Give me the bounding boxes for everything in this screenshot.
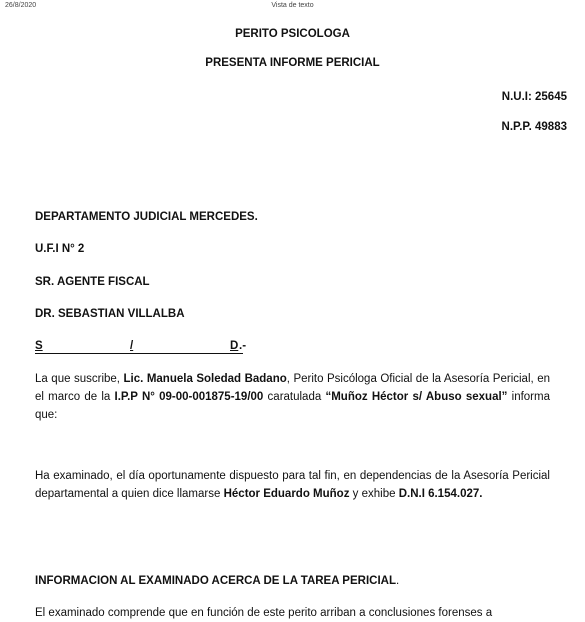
nui-number: N.U.I: 25645 (501, 91, 567, 103)
case-title: “Muñoz Héctor s/ Abuso sexual” (325, 391, 508, 403)
npp-number: N.P.P. 49883 (501, 121, 567, 133)
salutation-tail: .- (239, 340, 247, 352)
psychologist-name: Lic. Manuela Soledad Badano (123, 373, 287, 385)
examination-paragraph: Ha examinado, el día oportunamente dispuesto para tal fin, en dependencias de la Asesoría Pericial departamental a quien dice llamarse Héctor Eduardo Muñoz y exhibe D.N.I 6.154.027. (35, 470, 550, 500)
cut-off-line: El examinado comprende que en función de este perito arriban a conclusiones forenses a (35, 607, 493, 619)
salutation-d: D (230, 340, 239, 352)
section-heading: INFORMACION AL EXAMINADO ACERCA DE LA TAREA PERICIAL. (35, 575, 400, 587)
salutation-underline (35, 353, 243, 354)
ipp-number: I.P.P N° 09-00-001875-19/00 (114, 391, 264, 403)
intro-paragraph: La que suscribe, Lic. Manuela Soledad Badano, Perito Psicóloga Oficial de la Asesoría Pericial, en el marco de la I.P.P N° 09-00-001875-19/00 caratulada “Muñoz Héctor s/ Abuso sexual” informa que: (35, 373, 550, 421)
department: DEPARTAMENTO JUDICIAL MERCEDES. (35, 211, 258, 223)
salutation-line (35, 340, 275, 354)
doc-subtitle: PRESENTA INFORME PERICIAL (205, 57, 380, 69)
doctor-name: DR. SEBASTIAN VILLALBA (35, 308, 185, 320)
agent-fiscal: SR. AGENTE FISCAL (35, 276, 150, 288)
print-title: Vista de texto (271, 2, 314, 9)
salutation-s: S (35, 340, 43, 352)
doc-title: PERITO PSICOLOGA (235, 28, 350, 40)
print-date: 26/8/2020 (5, 2, 37, 9)
examinee-name: Héctor Eduardo Muñoz (223, 488, 350, 500)
salutation-slash: / (130, 340, 134, 352)
examinee-dni: D.N.I 6.154.027. (398, 488, 483, 500)
ufi: U.F.I N° 2 (35, 243, 85, 255)
